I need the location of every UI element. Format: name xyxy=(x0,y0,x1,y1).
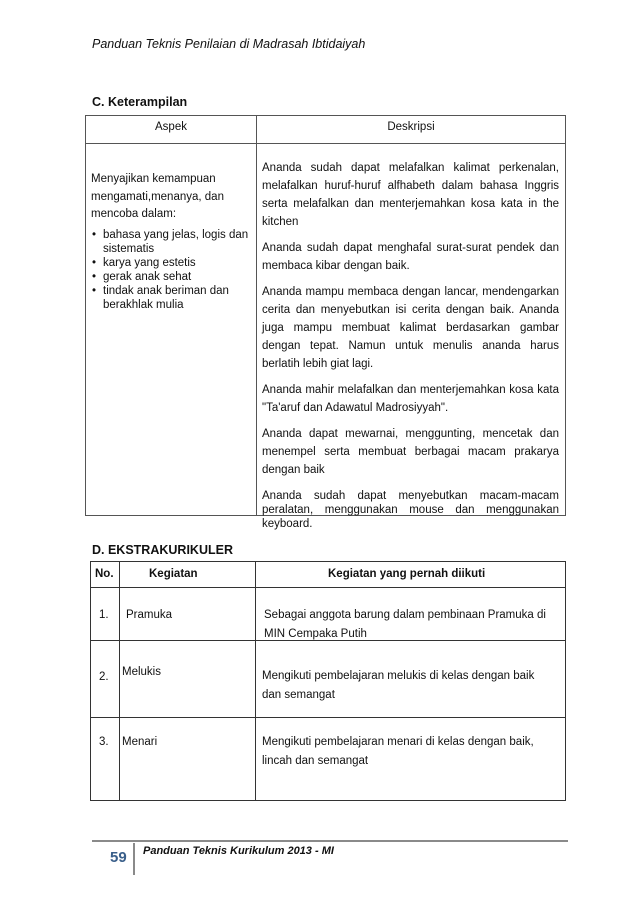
row-divider xyxy=(91,717,565,718)
keterampilan-table xyxy=(85,115,566,530)
footer-separator xyxy=(133,843,135,875)
page-number: 59 xyxy=(110,849,127,866)
row-number: 2. xyxy=(99,671,109,683)
deskripsi-paragraph: Ananda sudah dapat melafalkan kalimat perkenalan, melafalkan huruf-huruf alfhabeth dalam bahasa Inggris serta melafalkan dan menterjemahkan kosa kata in the kitchen xyxy=(262,162,559,228)
ekstrakurikuler-table xyxy=(90,561,566,801)
deskripsi-paragraph: Ananda mahir melafalkan dan menterjemahkan kosa kata "Ta'aruf dan Adawatul Madrosiyyah". xyxy=(262,384,559,414)
column-divider xyxy=(119,562,120,800)
row-number: 3. xyxy=(99,736,109,748)
aspek-item: • bahasa yang jelas, logis dan sistematis xyxy=(103,228,251,256)
aspek-item: • tindak anak beriman dan berakhlak mulia xyxy=(103,284,251,312)
column-header-aspek: Aspek xyxy=(155,121,187,133)
deskripsi-paragraph: Ananda sudah dapat menyebutkan macam-macam peralatan, menggunakan mouse dan menggunakan keyboard. xyxy=(262,490,559,530)
footer-rule xyxy=(92,840,568,842)
activity-name: Melukis xyxy=(122,666,161,678)
activity-description: Mengikuti pembelajaran melukis di kelas dengan baik dan semangat xyxy=(262,670,535,701)
activity-name: Pramuka xyxy=(126,609,173,621)
column-divider xyxy=(255,562,256,800)
column-header-diikuti: Kegiatan yang pernah diikuti xyxy=(328,568,486,580)
activity-description: Mengikuti pembelajaran menari di kelas dengan baik, lincah dan semangat xyxy=(262,736,534,767)
aspek-item: • karya yang estetis xyxy=(103,256,251,270)
aspek-item: • gerak anak sehat xyxy=(103,270,251,284)
activity-name: Menari xyxy=(122,736,158,748)
aspek-list xyxy=(91,228,251,312)
column-header-kegiatan: Kegiatan xyxy=(149,568,198,580)
deskripsi-cell xyxy=(262,159,559,539)
column-divider xyxy=(256,116,257,515)
row-number: 1. xyxy=(99,609,109,621)
deskripsi-paragraph: Ananda dapat mewarnai, menggunting, mencetak dan menempel serta membuat berbagai macam prakarya dengan baik xyxy=(262,428,559,476)
section-d-title: D. EKSTRAKURIKULER xyxy=(92,543,233,557)
section-c-title: C. Keterampilan xyxy=(92,95,188,109)
aspek-cell xyxy=(91,171,251,312)
running-header: Panduan Teknis Penilaian di Madrasah Ibtidaiyah xyxy=(92,37,366,51)
column-header-deskripsi: Deskripsi xyxy=(387,121,435,133)
activity-description: Sebagai anggota barung dalam pembinaan Pramuka di MIN Cempaka Putih xyxy=(264,609,546,640)
footer-title: Panduan Teknis Kurikulum 2013 - MI xyxy=(143,845,334,857)
header-divider xyxy=(86,143,565,144)
aspek-intro: Menyajikan kemampuan mengamati,menanya, dan mencoba dalam: xyxy=(91,173,224,220)
deskripsi-paragraph: Ananda sudah dapat menghafal surat-surat pendek dan membaca kibar dengan baik. xyxy=(262,242,559,272)
column-header-no: No. xyxy=(95,568,114,580)
row-divider xyxy=(91,587,565,588)
deskripsi-paragraph: Ananda mampu membaca dengan lancar, mendengarkan cerita dan menyebutkan isi cerita dengan baik. Ananda juga mampu membuat kalimat berdasarkan gambar dengan tepat. Namun untuk menulis ananda harus berlatih lebih giat lagi. xyxy=(262,286,559,370)
